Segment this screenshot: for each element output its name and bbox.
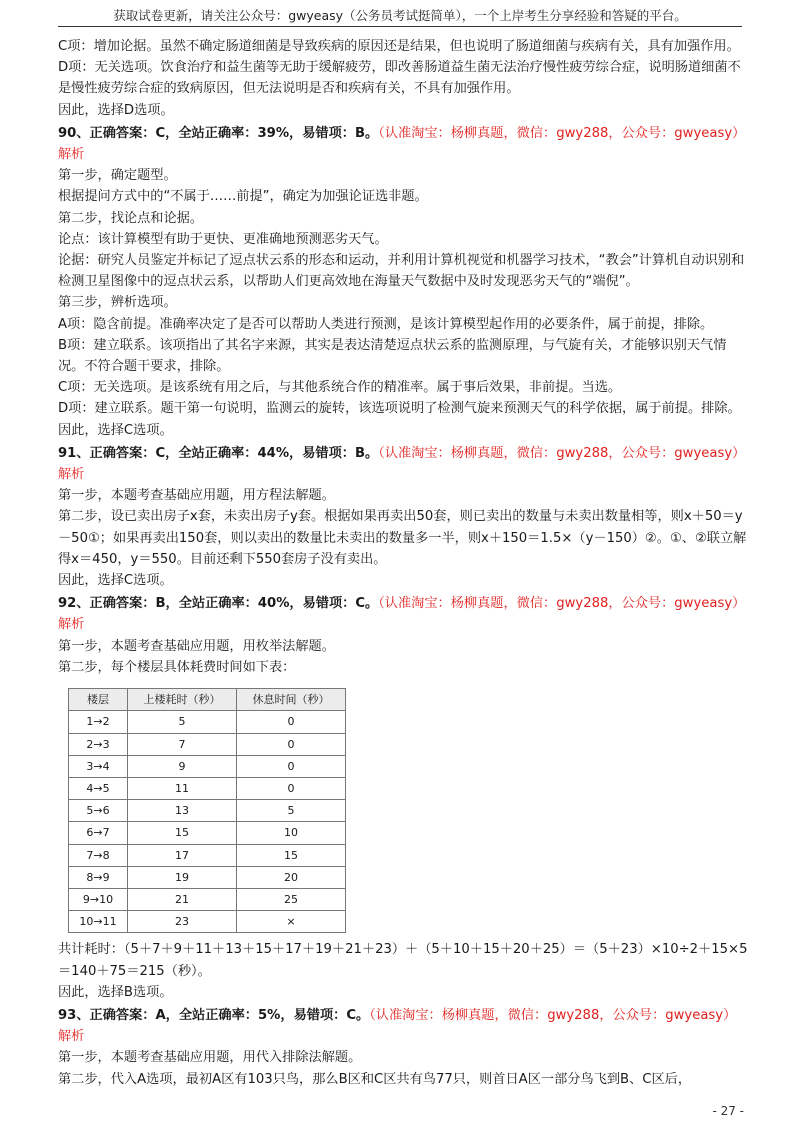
q90-line: 论点：该计算模型有助于更快、更准确地预测恶劣天气。 bbox=[58, 231, 388, 247]
table-cell: 23 bbox=[128, 911, 237, 933]
page-header: 获取试卷更新，请关注公众号：gwyeasy（公务员考试挺简单），一个上岸考生分享经验和答疑的平台。 bbox=[113, 8, 687, 23]
table-cell: × bbox=[237, 911, 346, 933]
table-cell: 9→10 bbox=[69, 888, 128, 910]
table-cell: 8→9 bbox=[69, 866, 128, 888]
q91-line: 因此，选择C选项。 bbox=[58, 573, 173, 589]
table-cell: 25 bbox=[237, 888, 346, 910]
table-header-cell: 休息时间（秒） bbox=[237, 689, 346, 711]
q90-line: 第三步，辨析选项。 bbox=[58, 295, 177, 311]
table-cell: 3→4 bbox=[69, 755, 128, 777]
table-cell: 5 bbox=[128, 711, 237, 733]
q90-line: 因此，选择C选项。 bbox=[58, 422, 173, 438]
table-cell: 19 bbox=[128, 866, 237, 888]
q92-line: 第一步，本题考查基础应用题，用枚举法解题。 bbox=[58, 638, 335, 654]
table-header-cell: 楼层 bbox=[69, 689, 128, 711]
table-cell: 9 bbox=[128, 755, 237, 777]
q91-source-note: （认准淘宝：杨柳真题，微信：gwy288，公众号：gwyeasy） bbox=[378, 445, 746, 461]
q92-line: 第二步，每个楼层具体耗费时间如下表： bbox=[58, 659, 296, 675]
table-row bbox=[69, 911, 346, 933]
q91-line: 第二步，设已卖出房子x套，未卖出房子y套。根据如果再卖出50套，则已卖出的数量与未卖出数量相等，则x＋50＝y－50①；如果再卖出150套，则以卖出的数量比未卖出的数量多一半，则x＋150＝1.5×（y－150）②。①、②联立解得x＝450，y＝550。目前还剩下550套房子没有卖出。 bbox=[58, 509, 747, 567]
table-cell: 0 bbox=[237, 711, 346, 733]
q93-line: 第二步，代入A选项，最初A区有103只鸟，那么B区和C区共有鸟77只，则首日A区一部分鸟飞到B、C区后， bbox=[58, 1071, 692, 1087]
table-cell: 2→3 bbox=[69, 733, 128, 755]
table-row bbox=[69, 800, 346, 822]
q90-line: A项：隐含前提。准确率决定了是否可以帮助人类进行预测，是该计算模型起作用的必要条件，属于前提，排除。 bbox=[58, 316, 714, 332]
intro-line: C项：增加论据。虽然不确定肠道细菌是导致疾病的原因还是结果，但也说明了肠道细菌与疾病有关，具有加强作用。 bbox=[58, 39, 740, 54]
q92-answer: 92、正确答案：B，全站正确率：40%，易错项：C。 bbox=[58, 596, 379, 612]
q90-line: 第二步，找论点和论据。 bbox=[58, 210, 204, 226]
table-cell: 0 bbox=[237, 755, 346, 777]
table-cell: 21 bbox=[128, 888, 237, 910]
q93-line: 第一步，本题考查基础应用题，用代入排除法解题。 bbox=[58, 1050, 362, 1066]
q90-line: B项：建立联系。该项指出了其名字来源，其实是表达清楚逗点状云系的监测原理，与气旋有关，才能够识别天气情况。不符合题干要求，排除。 bbox=[58, 337, 727, 375]
table-header-cell: 上楼耗时（秒） bbox=[128, 689, 237, 711]
q92-source-note: （认准淘宝：杨柳真题，微信：gwy288，公众号：gwyeasy） bbox=[378, 596, 746, 612]
table-cell: 0 bbox=[237, 733, 346, 755]
table-row bbox=[69, 711, 346, 733]
table-row bbox=[69, 777, 346, 799]
q92-line: 共计耗时：（5＋7＋9＋11＋13＋15＋17＋19＋21＋23）＋（5＋10＋15＋20＋25）＝（5＋23）×10÷2＋15×5＝140＋75＝215（秒）。 bbox=[58, 942, 748, 979]
q92-heading bbox=[58, 593, 748, 614]
q92-analysis-label: 解析 bbox=[58, 617, 85, 633]
table-cell: 15 bbox=[237, 844, 346, 866]
q90-line: 论据：研究人员鉴定并标记了逗点状云系的形态和运动，并利用计算机视觉和机器学习技术，“教会”计算机自动识别和检测卫星图像中的逗点状云系，以帮助人们更高效地在海量天气数据中及时发现恶劣天气的“端倪”。 bbox=[58, 253, 745, 290]
table-cell: 6→7 bbox=[69, 822, 128, 844]
table-cell: 15 bbox=[128, 822, 237, 844]
table-row bbox=[69, 888, 346, 910]
q91-line: 第一步，本题考查基础应用题，用方程法解题。 bbox=[58, 488, 335, 504]
table-cell: 11 bbox=[128, 777, 237, 799]
table-cell: 10→11 bbox=[69, 911, 128, 933]
q93-answer: 93、正确答案：A，全站正确率：5%，易错项：C。 bbox=[58, 1007, 370, 1023]
floor-time-table bbox=[68, 688, 346, 933]
table-cell: 10 bbox=[237, 822, 346, 844]
q91-analysis-label: 解析 bbox=[58, 467, 85, 483]
q90-answer: 90、正确答案：C，全站正确率：39%，易错项：B。 bbox=[58, 125, 379, 141]
q90-line: 第一步，确定题型。 bbox=[58, 168, 177, 184]
q90-analysis-label: 解析 bbox=[58, 147, 85, 163]
table-cell: 5 bbox=[237, 800, 346, 822]
q93-source-note: （认准淘宝：杨柳真题，微信：gwy288，公众号：gwyeasy） bbox=[369, 1007, 737, 1023]
table-cell: 0 bbox=[237, 777, 346, 799]
q91-heading bbox=[58, 443, 748, 464]
table-cell: 13 bbox=[128, 800, 237, 822]
q93-analysis-label: 解析 bbox=[58, 1029, 85, 1045]
q92-line: 因此，选择B选项。 bbox=[58, 984, 173, 1000]
table-cell: 5→6 bbox=[69, 800, 128, 822]
q91-answer: 91、正确答案：C，全站正确率：44%，易错项：B。 bbox=[58, 445, 379, 461]
table-cell: 1→2 bbox=[69, 711, 128, 733]
table-cell: 20 bbox=[237, 866, 346, 888]
table-cell: 4→5 bbox=[69, 777, 128, 799]
intro-line: D项：无关选项。饮食治疗和益生菌等无助于缓解疲劳，即改善肠道益生菌无法治疗慢性疲劳综合症，说明肠道细菌不是慢性疲劳综合症的致病原因，但无法说明是否和疾病有关，不具有加强作用。 bbox=[58, 60, 741, 97]
table-cell: 17 bbox=[128, 844, 237, 866]
table-row bbox=[69, 822, 346, 844]
intro-line: 因此，选择D选项。 bbox=[58, 102, 174, 118]
q90-source-note: （认准淘宝：杨柳真题，微信：gwy288，公众号：gwyeasy） bbox=[378, 125, 746, 141]
table-cell: 7→8 bbox=[69, 844, 128, 866]
q90-line: C项：无关选项。是该系统有用之后，与其他系统合作的精准率。属于事后效果，非前提。当选。 bbox=[58, 380, 622, 396]
table-header-row bbox=[69, 689, 346, 711]
q90-line: D项：建立联系。题干第一句说明，监测云的旋转，该选项说明了检测气旋来预测天气的科学依据，属于前提。排除。 bbox=[58, 401, 741, 417]
page-content bbox=[58, 36, 748, 1090]
table-row bbox=[69, 755, 346, 777]
table-row bbox=[69, 733, 346, 755]
table-row bbox=[69, 866, 346, 888]
header-divider bbox=[58, 26, 742, 27]
page-number: - 27 - bbox=[712, 1104, 744, 1118]
q93-heading bbox=[58, 1005, 748, 1026]
table-cell: 7 bbox=[128, 733, 237, 755]
q90-line: 根据提问方式中的“不属于……前提”，确定为加强论证选非题。 bbox=[58, 189, 428, 205]
q90-heading bbox=[58, 123, 748, 144]
table-row bbox=[69, 844, 346, 866]
